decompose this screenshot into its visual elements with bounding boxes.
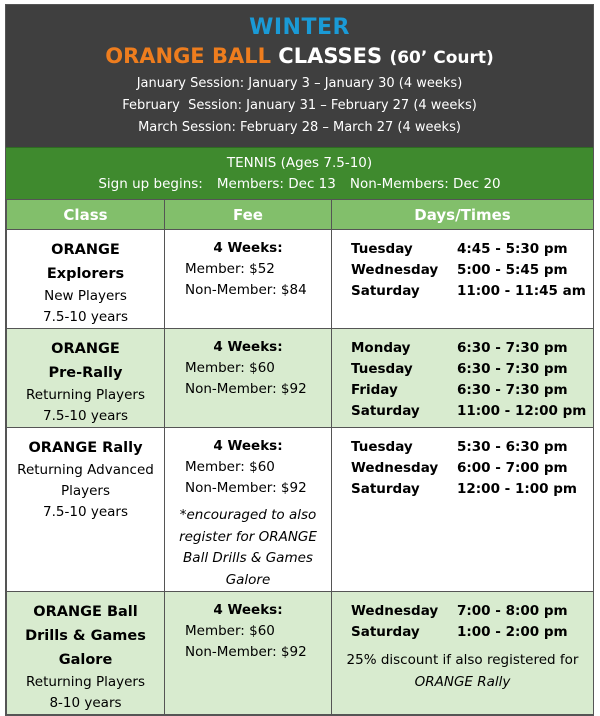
schedule-day: Monday (351, 340, 411, 356)
table-row (7, 428, 594, 592)
schedule-time: 5:30 - 6:30 pm (457, 439, 568, 455)
fee-member: Member: $52 (185, 261, 275, 277)
schedule-time: 6:00 - 7:00 pm (457, 460, 568, 476)
schedule-row (332, 458, 593, 479)
schedule-day: Saturday (351, 403, 420, 419)
page-title (6, 41, 593, 73)
schedule-day: Saturday (351, 283, 420, 299)
schedule-day: Tuesday (351, 439, 413, 455)
title-banner (6, 5, 593, 147)
class-ages: 8-10 years (49, 695, 122, 711)
signup-label: Sign up begins: (98, 176, 203, 192)
table-row (7, 329, 594, 428)
season-title: WINTER (249, 15, 350, 40)
schedule-day: Saturday (351, 624, 420, 640)
class-description: New Players (44, 288, 127, 304)
signup-non-members: Non-Members: Dec 20 (349, 176, 501, 192)
schedule-time: 7:00 - 8:00 pm (457, 603, 568, 619)
schedule-row (332, 260, 593, 281)
fee-note-line: Ball Drills & Games (183, 550, 313, 566)
fee-cell (165, 329, 332, 428)
schedule-row (332, 437, 593, 458)
schedule-row (332, 338, 593, 359)
table-row (7, 230, 594, 329)
fee-member: Member: $60 (185, 360, 275, 376)
session-january: January Session: January 3 – January 30 (4 weeks) (136, 76, 463, 91)
fee-note-line: *encouraged to also (179, 507, 317, 523)
table-row (7, 592, 594, 715)
schedule-day: Wednesday (351, 603, 439, 619)
schedule-row (332, 359, 593, 380)
title-court: (60’ Court) (389, 48, 494, 68)
schedule-time: 6:30 - 7:30 pm (457, 361, 568, 377)
schedule-row (332, 239, 593, 260)
fee-non-member: Non-Member: $92 (185, 480, 307, 496)
discount-text: 25% discount if also registered for (346, 652, 579, 668)
class-description: Players (60, 483, 111, 499)
fee-cell (165, 592, 332, 715)
days-cell (332, 230, 594, 329)
schedule-row (332, 479, 593, 500)
classes-table (6, 199, 594, 715)
class-name: ORANGE Rally (28, 440, 143, 456)
fee-non-member: Non-Member: $84 (185, 282, 307, 298)
fee-non-member: Non-Member: $92 (185, 644, 307, 660)
schedule-time: 1:00 - 2:00 pm (457, 624, 568, 640)
signup-members: Members: Dec 13 (216, 176, 336, 192)
schedule-day: Saturday (351, 481, 420, 497)
class-description: Returning Players (25, 674, 145, 690)
class-description: Returning Players (25, 387, 145, 403)
class-name: ORANGE (51, 242, 120, 258)
fee-non-member: Non-Member: $92 (185, 381, 307, 397)
schedule-day: Tuesday (351, 241, 413, 257)
column-header-days: Days/Times (332, 200, 594, 230)
fee-cell (165, 428, 332, 592)
class-cell (7, 428, 165, 592)
class-schedule-sheet (5, 4, 594, 716)
schedule-time: 5:00 - 5:45 pm (457, 262, 568, 278)
schedule-time: 6:30 - 7:30 pm (457, 340, 568, 356)
fee-duration: 4 Weeks: (213, 602, 283, 618)
column-header-class: Class (7, 200, 165, 230)
class-cell (7, 230, 165, 329)
schedule-day: Friday (351, 382, 398, 398)
program-banner (6, 147, 593, 199)
discount-class: ORANGE Rally (414, 674, 511, 690)
fee-duration: 4 Weeks: (213, 339, 283, 355)
days-cell (332, 592, 594, 715)
schedule-row (332, 601, 593, 622)
fee-note-line: Galore (225, 571, 271, 588)
title-classes: CLASSES (278, 44, 383, 68)
days-cell (332, 329, 594, 428)
title-orange: ORANGE BALL (105, 44, 271, 68)
class-cell (7, 329, 165, 428)
schedule-day: Wednesday (351, 262, 439, 278)
schedule-time: 12:00 - 1:00 pm (457, 481, 577, 497)
schedule-row (332, 401, 593, 422)
schedule-row (332, 380, 593, 401)
fee-note-line: register for ORANGE (179, 528, 317, 545)
fee-duration: 4 Weeks: (213, 240, 283, 256)
schedule-day: Tuesday (351, 361, 413, 377)
schedule-time: 11:00 - 11:45 am (457, 283, 586, 299)
signup-dates (6, 174, 593, 195)
session-march: March Session: February 28 – March 27 (4 weeks) (138, 120, 461, 135)
class-name: ORANGE Ball (33, 604, 138, 620)
schedule-time: 11:00 - 12:00 pm (457, 403, 587, 419)
class-name: Galore (58, 652, 113, 668)
class-ages: 7.5-10 years (43, 504, 128, 520)
schedule-row (332, 622, 593, 643)
class-name: Explorers (46, 266, 125, 282)
fee-duration: 4 Weeks: (213, 438, 283, 454)
days-cell (332, 428, 594, 592)
class-ages: 7.5-10 years (43, 309, 128, 325)
fee-member: Member: $60 (185, 459, 275, 475)
schedule-row (332, 281, 593, 302)
fee-note (165, 505, 331, 591)
column-header-fee: Fee (165, 200, 332, 230)
schedule-day: Wednesday (351, 460, 439, 476)
class-cell (7, 592, 165, 715)
class-name: Drills & Games (25, 628, 146, 644)
schedule-time: 6:30 - 7:30 pm (457, 382, 568, 398)
fee-cell (165, 230, 332, 329)
schedule-time: 4:45 - 5:30 pm (457, 241, 568, 257)
class-name: ORANGE (51, 341, 120, 357)
class-name: Pre-Rally (48, 365, 123, 381)
discount-note (332, 649, 593, 693)
class-description: Returning Advanced (17, 462, 154, 478)
session-february: February Session: January 31 – February 27 (4 weeks) (122, 98, 477, 113)
fee-member: Member: $60 (185, 623, 275, 639)
class-ages: 7.5-10 years (43, 408, 128, 424)
program-label: TENNIS (Ages 7.5-10) (226, 155, 373, 171)
